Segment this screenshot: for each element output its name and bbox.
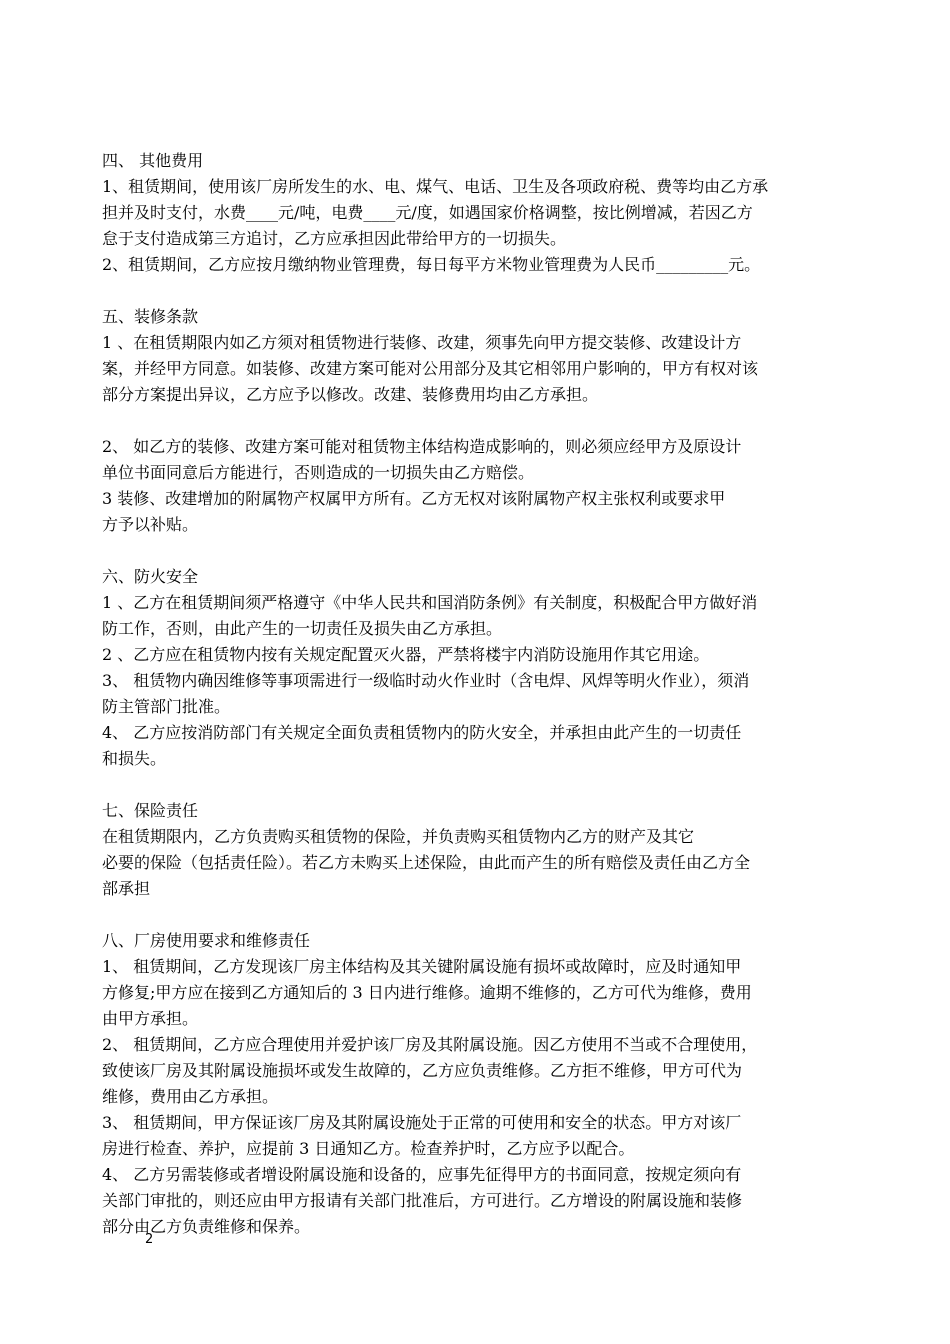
section-spacer — [102, 538, 858, 564]
text-line: 部承担 — [102, 879, 151, 898]
paragraph — [102, 252, 858, 278]
document-body — [102, 148, 858, 1240]
paragraph — [102, 642, 858, 668]
section-heading: 五、装修条款 — [102, 307, 199, 326]
text-line: 防工作，否则，由此产生的一切责任及损失由乙方承担。 — [102, 619, 503, 638]
text-line: 房进行检查、养护，应提前 3 日通知乙方。检查养护时，乙方应予以配合。 — [102, 1139, 635, 1158]
text-line: 部分方案提出异议，乙方应予以修改。改建、装修费用均由乙方承担。 — [102, 385, 599, 404]
text-line: 在租赁期限内，乙方负责购买租赁物的保险，并负责购买租赁物内乙方的财产及其它 — [102, 827, 695, 846]
section — [102, 304, 858, 538]
paragraph — [102, 1032, 858, 1110]
text-line: 单位书面同意后方能进行，否则造成的一切损失由乙方赔偿。 — [102, 463, 535, 482]
text-line: 4、 乙方应按消防部门有关规定全面负责租赁物内的防火安全，并承担由此产生的一切责任 — [102, 723, 742, 742]
text-line: 关部门审批的，则还应由甲方报请有关部门批准后，方可进行。乙方增设的附属设施和装修 — [102, 1191, 743, 1210]
text-line: 部分由乙方负责维修和保养。 — [102, 1217, 311, 1236]
text-line: 2、租赁期间，乙方应按月缴纳物业管理费，每日每平方米物业管理费为人民币_________元。 — [102, 255, 761, 274]
paragraph — [102, 668, 858, 720]
text-line: 3、 租赁物内确因维修等事项需进行一级临时动火作业时（含电焊、风焊等明火作业），须消 — [102, 671, 750, 690]
paragraph — [102, 824, 858, 902]
section-spacer — [102, 772, 858, 798]
document-page — [102, 148, 858, 1240]
paragraph — [102, 434, 858, 486]
paragraph — [102, 174, 858, 252]
paragraph — [102, 590, 858, 642]
text-line: 1 、乙方在租赁期间须严格遵守《中华人民共和国消防条例》有关制度，积极配合甲方做好消 — [102, 593, 758, 612]
text-line: 方修复;甲方应在接到乙方通知后的 3 日内进行维修。逾期不维修的，乙方可代为维修，费用 — [102, 983, 752, 1002]
section — [102, 928, 858, 1240]
text-line: 2 、乙方应在租赁物内按有关规定配置灭火器，严禁将楼宇内消防设施用作其它用途。 — [102, 645, 710, 664]
text-line: 案，并经甲方同意。如装修、改建方案可能对公用部分及其它相邻用户影响的，甲方有权对该 — [102, 359, 759, 378]
section — [102, 798, 858, 902]
text-line: 防主管部门批准。 — [102, 697, 231, 716]
paragraph-spacer — [102, 408, 858, 434]
paragraph — [102, 1110, 858, 1162]
text-line: 和损失。 — [102, 749, 167, 768]
paragraph — [102, 1162, 858, 1240]
text-line: 方予以补贴。 — [102, 515, 199, 534]
section-heading: 八、厂房使用要求和维修责任 — [102, 931, 311, 950]
section-spacer — [102, 902, 858, 928]
section-spacer — [102, 278, 858, 304]
section-heading: 六、防火安全 — [102, 567, 199, 586]
paragraph — [102, 486, 858, 538]
paragraph — [102, 720, 858, 772]
section-heading: 七、保险责任 — [102, 801, 199, 820]
text-line: 1 、在租赁期限内如乙方须对租赁物进行装修、改建，须事先向甲方提交装修、改建设计方 — [102, 333, 742, 352]
text-line: 3 装修、改建增加的附属物产权属甲方所有。乙方无权对该附属物产权主张权利或要求甲 — [102, 489, 726, 508]
text-line: 1、租赁期间，使用该厂房所发生的水、电、煤气、电话、卫生及各项政府税、费等均由乙方承 — [102, 177, 769, 196]
text-line: 2、 如乙方的装修、改建方案可能对租赁物主体结构造成影响的，则必须应经甲方及原设计 — [102, 437, 742, 456]
text-line: 致使该厂房及其附属设施损坏或发生故障的，乙方应负责维修。乙方拒不维修，甲方可代为 — [102, 1061, 743, 1080]
text-line: 2、 租赁期间，乙方应合理使用并爱护该厂房及其附属设施。因乙方使用不当或不合理使用， — [102, 1035, 758, 1054]
text-line: 怠于支付造成第三方追讨，乙方应承担因此带给甲方的一切损失。 — [102, 229, 567, 248]
page-number: 2 — [145, 1232, 154, 1247]
text-line: 维修，费用由乙方承担。 — [102, 1087, 279, 1106]
paragraph — [102, 330, 858, 408]
text-line: 担并及时支付，水费____元/吨，电费____元/度，如遇国家价格调整，按比例增减，若因乙方 — [102, 203, 753, 222]
text-line: 由甲方承担。 — [102, 1009, 199, 1028]
section — [102, 148, 858, 278]
text-line: 1、 租赁期间，乙方发现该厂房主体结构及其关键附属设施有损坏或故障时，应及时通知甲 — [102, 957, 742, 976]
paragraph — [102, 954, 858, 1032]
text-line: 4、 乙方另需装修或者增设附属设施和设备的，应事先征得甲方的书面同意，按规定须向有 — [102, 1165, 742, 1184]
text-line: 必要的保险（包括责任险）。若乙方未购买上述保险，由此而产生的所有赔偿及责任由乙方全 — [102, 853, 751, 872]
section-heading: 四、 其他费用 — [102, 151, 204, 170]
text-line: 3、 租赁期间，甲方保证该厂房及其附属设施处于正常的可使用和安全的状态。甲方对该厂 — [102, 1113, 742, 1132]
section — [102, 564, 858, 772]
